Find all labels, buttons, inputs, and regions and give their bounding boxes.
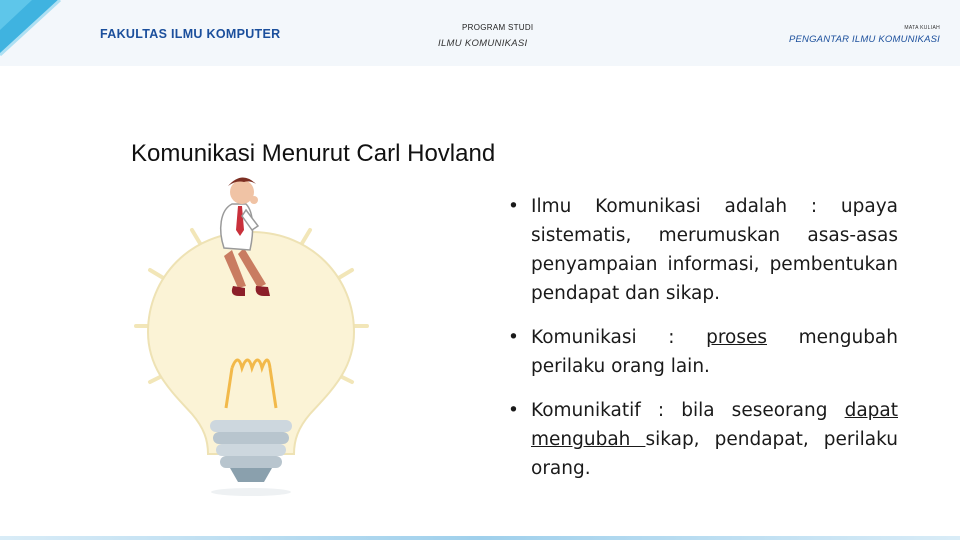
thinking-man-lightbulb-icon bbox=[120, 170, 380, 500]
program-value: ILMU KOMUNIKASI bbox=[438, 38, 528, 49]
bullet-text-pre: Komunikatif : bila seseorang bbox=[531, 400, 845, 421]
bullet-list bbox=[508, 192, 898, 498]
bullet-text: Ilmu Komunikasi adalah : upaya sistematis, merumuskan asas-asas penyampaian informasi, pembentukan pendapat dan sikap. bbox=[531, 196, 898, 304]
faculty-name: FAKULTAS ILMU KOMPUTER bbox=[100, 27, 281, 41]
bottom-accent-bar bbox=[0, 536, 960, 540]
bullet-text-post: sikap, pendapat, perilaku orang. bbox=[531, 429, 898, 479]
slide-title: Komunikasi Menurut Carl Hovland bbox=[131, 140, 496, 167]
bullet-text-underlined: dapat mengubah bbox=[531, 400, 898, 450]
program-label: PROGRAM STUDI bbox=[462, 23, 534, 32]
header-corner-decoration bbox=[0, 0, 90, 66]
course-value: PENGANTAR ILMU KOMUNIKASI bbox=[788, 34, 940, 45]
slide-header bbox=[0, 0, 960, 66]
course-label: MATA KULIAH bbox=[904, 25, 940, 31]
bullet-text-post: mengubah perilaku orang lain. bbox=[531, 327, 898, 377]
bullet-item bbox=[508, 323, 898, 381]
bullet-item bbox=[508, 192, 898, 308]
bullet-item bbox=[508, 396, 898, 483]
bullet-text-underlined: proses bbox=[706, 327, 767, 348]
bullet-text-pre: Komunikasi : bbox=[531, 327, 707, 348]
